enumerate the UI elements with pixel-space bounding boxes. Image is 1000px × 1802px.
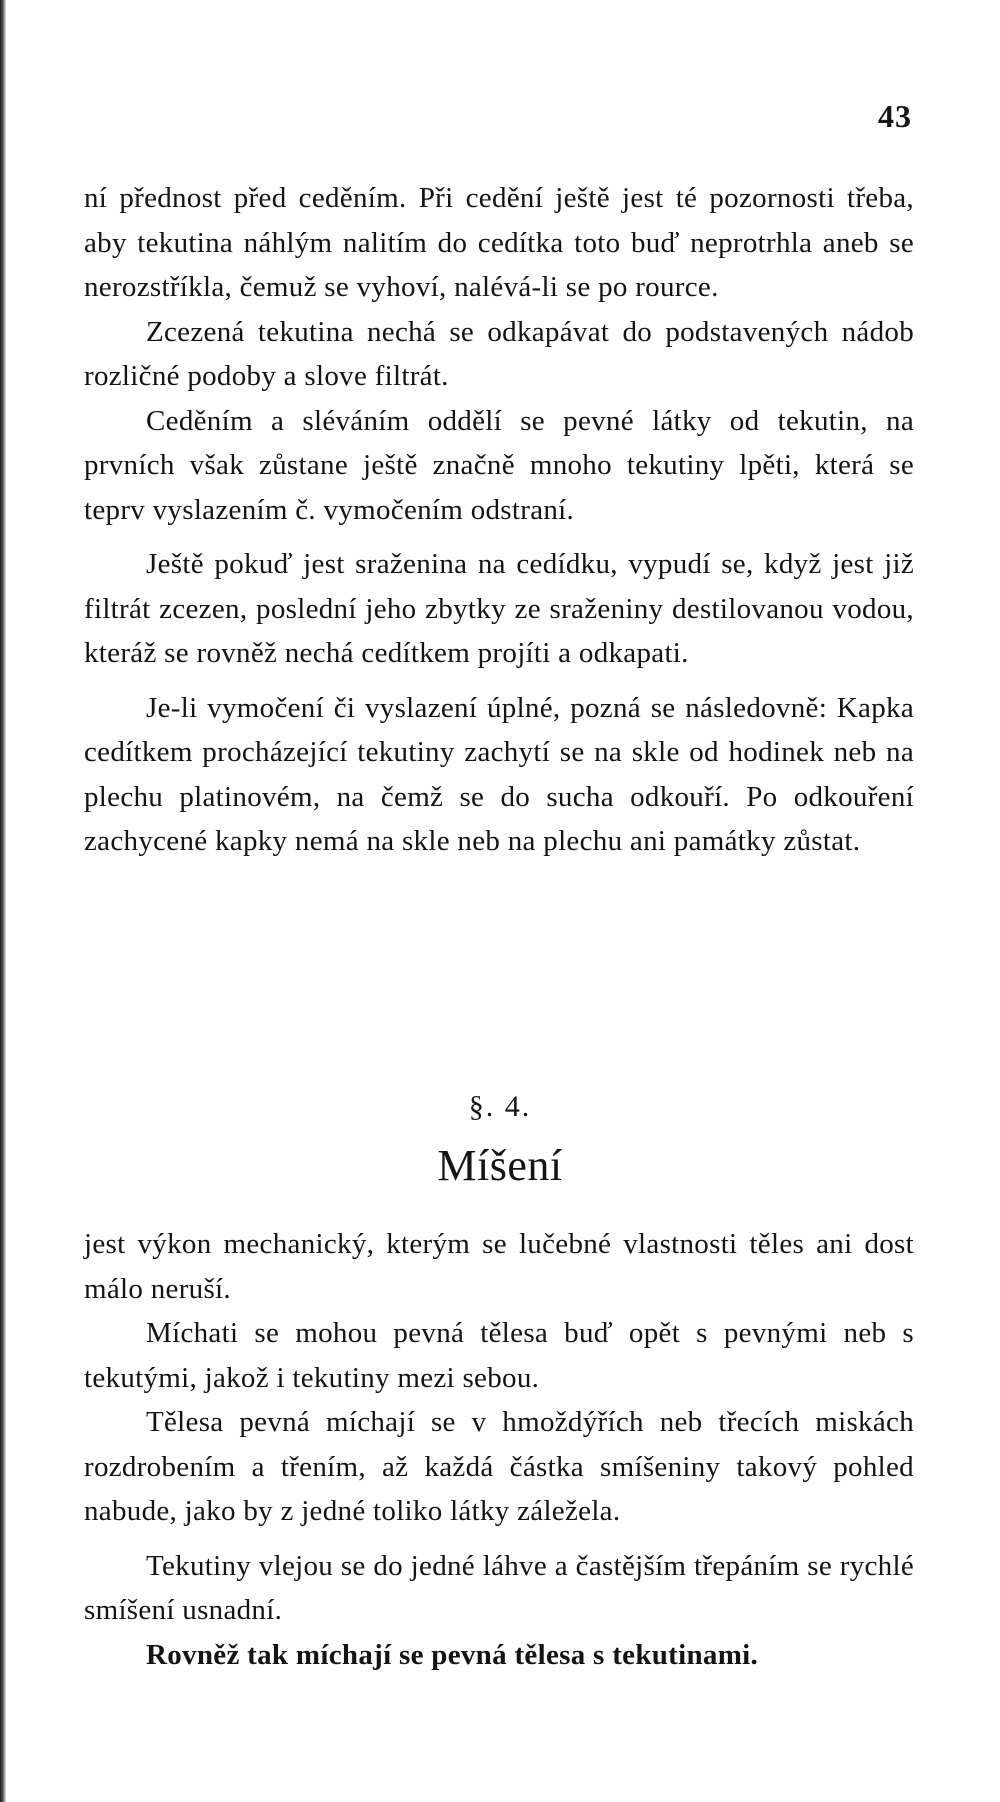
scan-edge-shadow	[0, 0, 6, 1802]
section-title: Míšení	[437, 1141, 563, 1190]
paragraph: Zcezená tekutina nechá se odkapávat do podstavených nádob rozličné podoby a slove filtrát.	[84, 315, 914, 392]
paragraph: Ceděním a sléváním oddělí se pevné látky od tekutin, na prvních však zůstane ještě značně mnoho tekutiny lpěti, která se teprv vyslazením č. vymočením odstraní.	[84, 404, 914, 526]
paragraph: Ještě pokuď jest sraženina na cedídku, vypudí se, když jest již filtrát zcezen, poslední jeho zbytky ze sraženiny destilovanou vodou, kteráž se rovněž nechá cedítkem projíti a odkapati.	[84, 548, 914, 669]
text-block-bottom	[84, 1222, 914, 1677]
section-number: §. 4.	[468, 1090, 532, 1123]
paragraph: Tělesa pevná míchají se v hmoždýřích neb třecích miskách rozdrobením a třením, až každá částka smíšeniny takový pohled nabude, jako by z jedné toliko látky záležela.	[84, 1406, 914, 1527]
paragraph: Rovněž tak míchají se pevná tělesa s tekutinami.	[146, 1638, 759, 1671]
paragraph: Míchati se mohou pevná tělesa buď opět s pevnými neb s tekutými, jakož i tekutiny mezi sebou.	[84, 1317, 914, 1394]
page-number: 43	[878, 98, 912, 134]
paragraph: Tekutiny vlejou se do jedné láhve a častějším třepáním se rychlé smíšení usnadní.	[84, 1549, 914, 1626]
paragraph: jest výkon mechanický, kterým se lučebné vlastnosti těles ani dost málo neruší.	[84, 1228, 914, 1305]
paragraph: Je-li vymočení či vyslazení úplné, pozná se následovně: Kapka cedítkem procházející tekutiny zachytí se na skle od hodinek neb na plechu platinovém, na čemž se do sucha odkouří. Po odkouření zachycené kapky nemá na skle neb na plechu ani památky zůstat.	[84, 691, 914, 857]
paragraph: ní přednost před ceděním. Při cedění ještě jest té pozornosti třeba, aby tekutina náhlým nalitím do cedítka toto buď neprotrhla aneb se nerozstříkla, čemuž se vyhoví, nalévá-li se po rource.	[84, 182, 914, 303]
text-block-top	[84, 176, 914, 864]
